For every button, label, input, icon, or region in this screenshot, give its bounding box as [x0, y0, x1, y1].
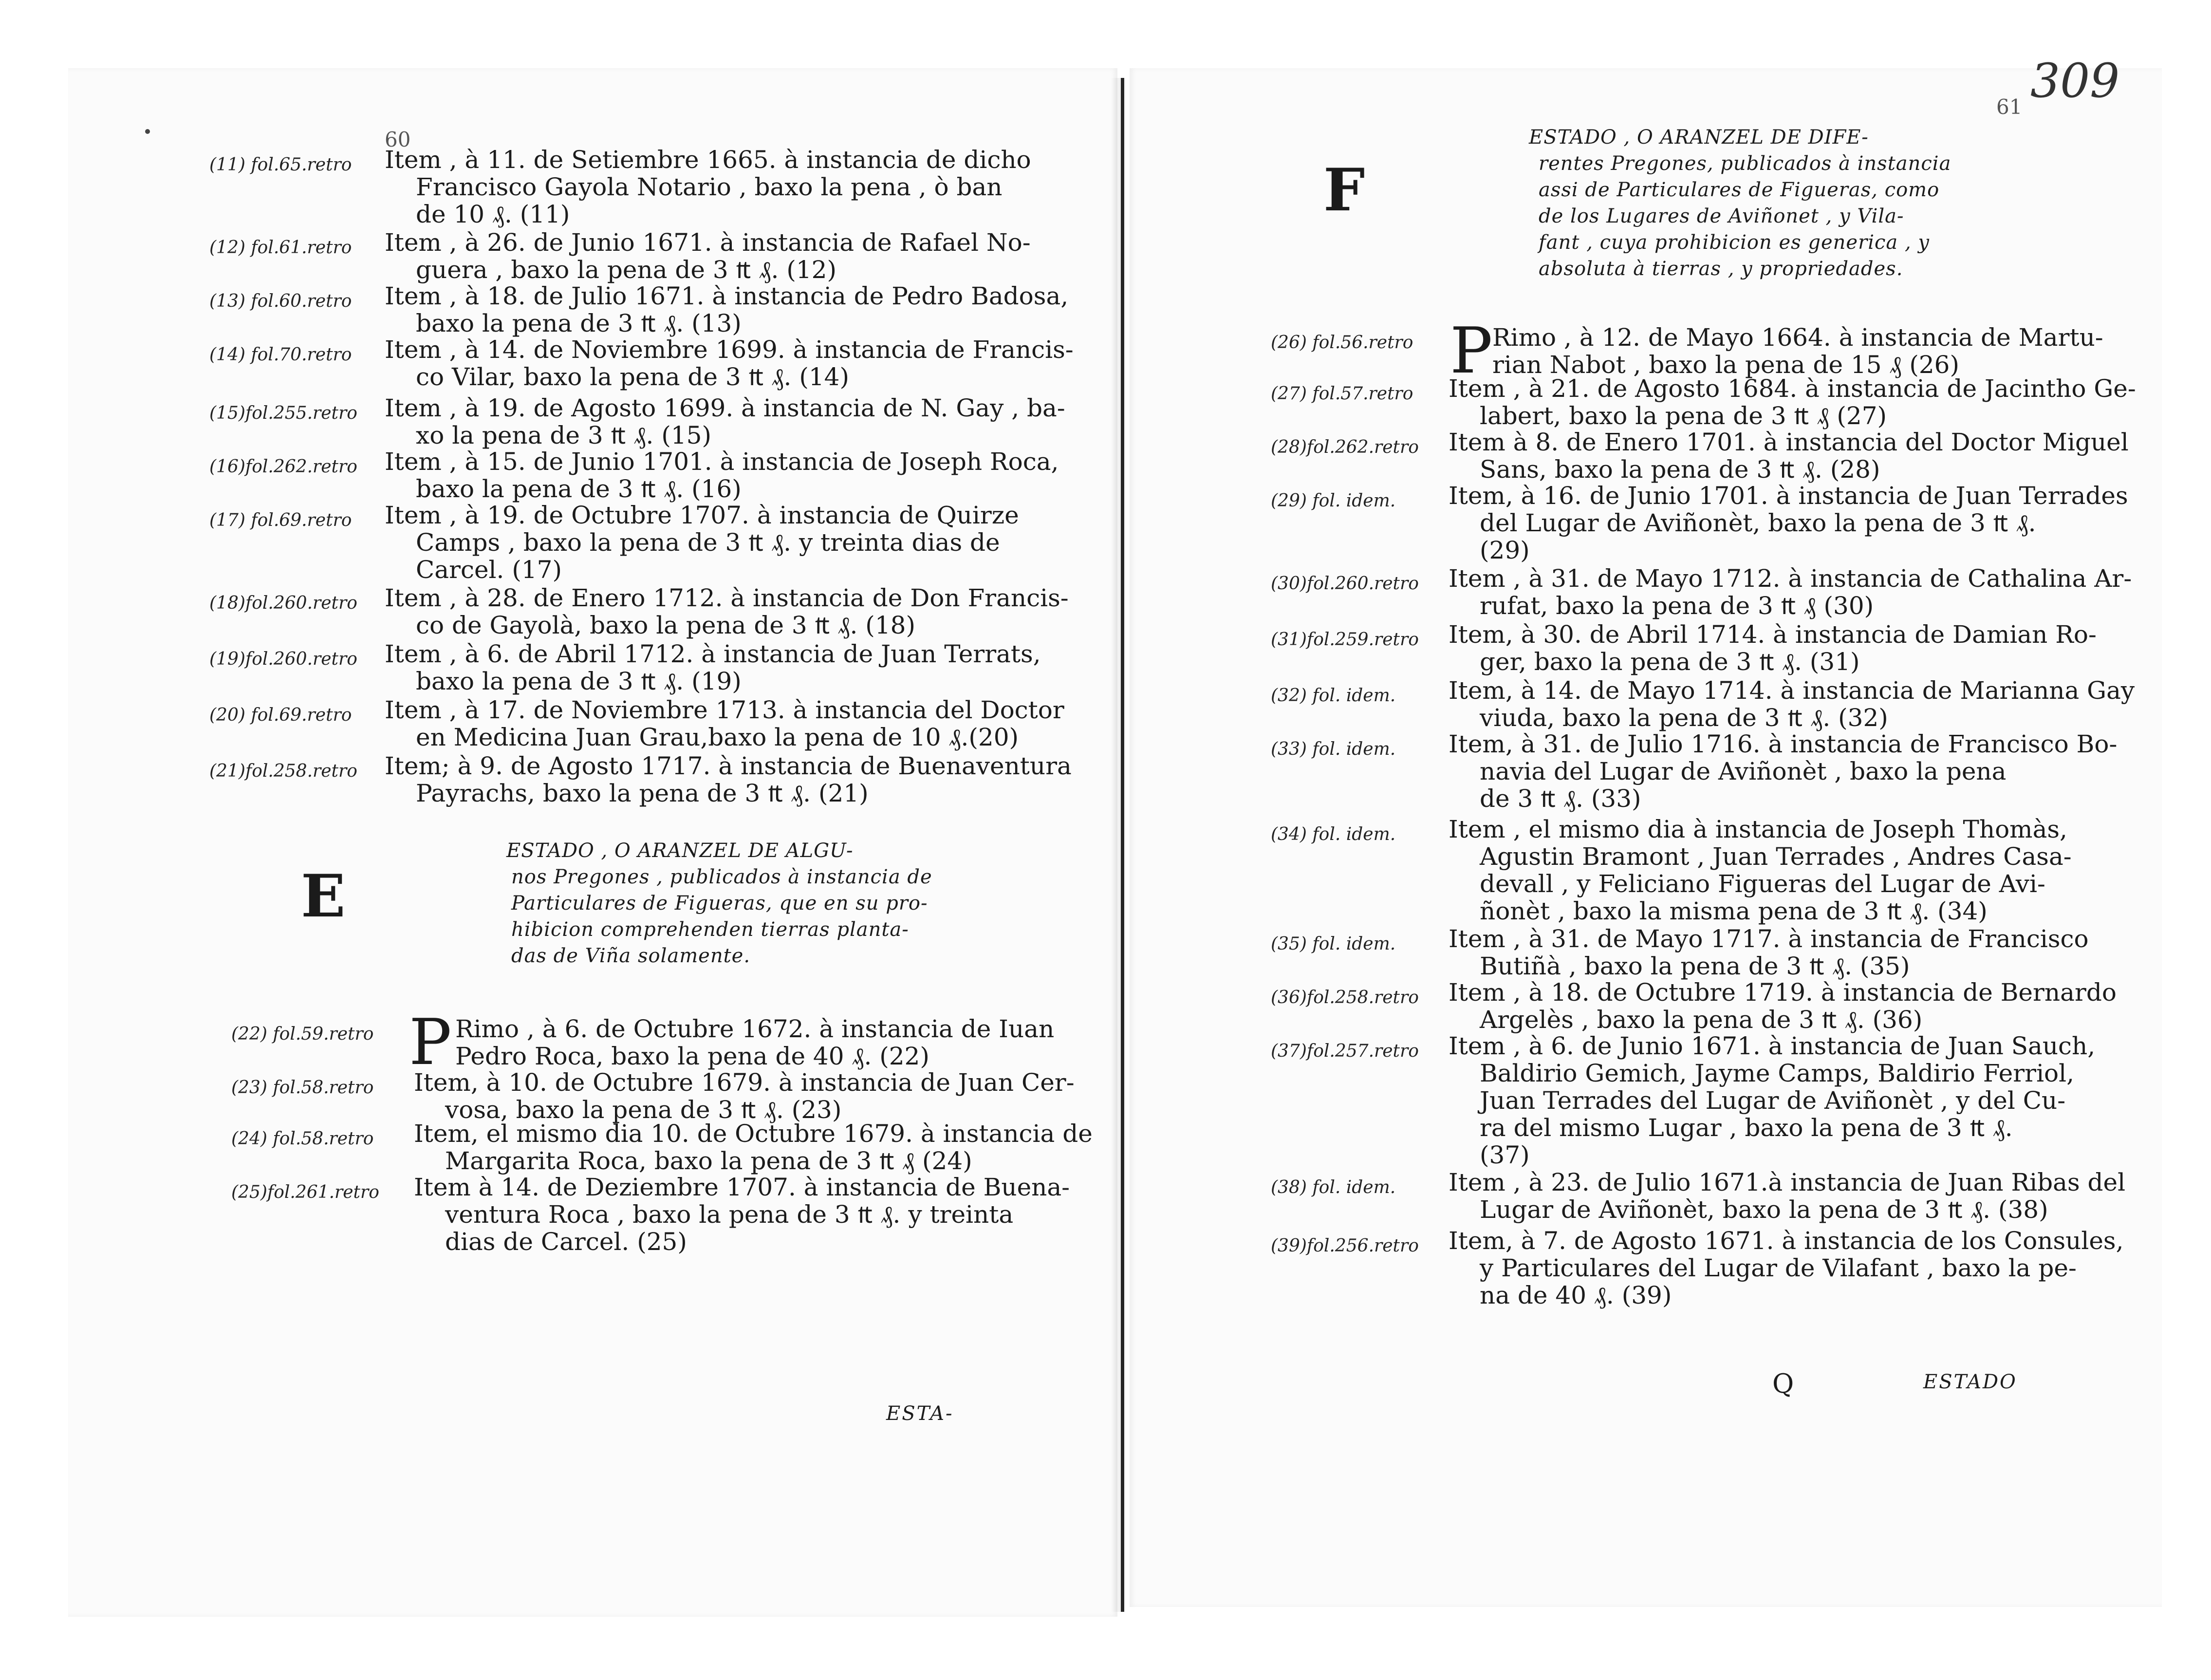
left-catchword: ESTA-: [886, 1402, 954, 1425]
heading-line: fant , cuya prohibicion es generica , y: [1539, 231, 1930, 254]
entry-line: Agustin Bramont , Juan Terrades , Andres Casa-: [1480, 842, 2072, 871]
entry-line: Item à 8. de Enero 1701. à instancia del Doctor Miguel: [1449, 428, 2129, 456]
entry-line: Item; à 9. de Agosto 1717. à instancia de Buenaventura: [385, 752, 1072, 780]
item-entry: [385, 336, 1074, 391]
margin-reference: (26) fol.56.retro: [1271, 333, 1413, 353]
entry-line: Item , à 6. de Junio 1671. à instancia de Juan Sauch,: [1449, 1032, 2096, 1060]
entry-line: Item, à 7. de Agosto 1671. à instancia de los Consules,: [1449, 1227, 2124, 1255]
entry-line: Lugar de Aviñonèt, baxo la pena de 3 ₶ ₰. (38): [1480, 1195, 2048, 1224]
entry-line: Rimo , à 12. de Mayo 1664. à instancia de Martu-: [1492, 323, 2103, 352]
entry-line: (37): [1480, 1141, 1530, 1169]
item-entry: [1449, 730, 2117, 812]
entry-line: Baldirio Gemich, Jayme Camps, Baldirio Ferriol,: [1480, 1059, 2075, 1087]
entry-line: Item , à 21. de Agosto 1684. à instancia de Jacintho Ge-: [1449, 374, 2136, 403]
heading-line: das de Viña solamente.: [511, 945, 751, 967]
margin-reference: (18)fol.260.retro: [209, 593, 357, 613]
margin-reference: (30)fol.260.retro: [1271, 574, 1419, 594]
margin-reference: (36)fol.258.retro: [1271, 988, 1419, 1008]
entry-line: ger, baxo la pena de 3 ₶ ₰. (31): [1480, 648, 1860, 676]
margin-reference: (37)fol.257.retro: [1271, 1041, 1419, 1061]
item-entry: [385, 640, 1041, 695]
margin-reference: (24) fol.58.retro: [231, 1129, 374, 1149]
margin-reference: (11) fol.65.retro: [209, 155, 352, 175]
item-entry: [1449, 482, 2128, 564]
book-gutter: [1121, 78, 1124, 1612]
margin-reference: (28)fol.262.retro: [1271, 437, 1419, 457]
entry-line: Item , à 17. de Noviembre 1713. à instancia del Doctor: [385, 696, 1064, 724]
entry-line: viuda, baxo la pena de 3 ₶ ₰. (32): [1480, 704, 1888, 732]
entry-line: Margarita Roca, baxo la pena de 3 ₶ ₰ (24): [445, 1147, 972, 1175]
entry-line: Item, el mismo dia 10. de Octubre 1679. à instancia de: [414, 1120, 1093, 1148]
margin-reference: (33) fol. idem.: [1271, 739, 1396, 759]
item-entry: [1449, 1032, 2095, 1169]
entry-line: baxo la pena de 3 ₶ ₰. (19): [416, 667, 742, 695]
entry-line: ra del mismo Lugar , baxo la pena de 3 ₶ ₰.: [1480, 1114, 2013, 1142]
item-entry: [1449, 1227, 2123, 1309]
item-entry: [414, 1069, 1075, 1123]
entry-line: Item , à 6. de Abril 1712. à instancia de Juan Terrats,: [385, 640, 1041, 668]
heading-line: ESTADO , O ARANZEL DE ALGU-: [506, 840, 854, 862]
section-e-heading: [506, 838, 932, 969]
margin-reference: (15)fol.255.retro: [209, 403, 357, 423]
entry-line: co Vilar, baxo la pena de 3 ₶ ₰. (14): [416, 363, 849, 391]
margin-reference: (25)fol.261.retro: [231, 1182, 379, 1202]
heading-line: assi de Particulares de Figueras, como: [1539, 179, 1940, 201]
entry-line: labert, baxo la pena de 3 ₶ ₰ (27): [1480, 402, 1887, 430]
item-entry: [385, 502, 1019, 583]
entry-line: Item , à 19. de Agosto 1699. à instancia de N. Gay , ba-: [385, 394, 1065, 422]
entry-line: Argelès , baxo la pena de 3 ₶ ₰. (36): [1480, 1006, 1923, 1034]
margin-reference: (14) fol.70.retro: [209, 345, 352, 365]
item-entry: [1449, 621, 2097, 675]
margin-reference: (38) fol. idem.: [1271, 1177, 1396, 1197]
item-entry: [455, 1015, 1054, 1070]
margin-reference: (27) fol.57.retro: [1271, 384, 1413, 404]
entry-line: Item , à 23. de Julio 1671.à instancia de Juan Ribas del: [1449, 1168, 2126, 1196]
handwritten-folio-number: 309: [2030, 54, 2120, 108]
entry-line: Camps , baxo la pena de 3 ₶ ₰. y treinta dias de: [416, 528, 1000, 557]
section-letter-f: F: [1323, 156, 1365, 224]
gutter-shadow: [1111, 78, 1122, 1612]
entry-line: de 10 ₰. (11): [416, 200, 570, 228]
item-entry: [1449, 1169, 2125, 1223]
item-entry: [385, 394, 1065, 449]
heading-line: absoluta à tierras , y propriedades.: [1539, 258, 1903, 280]
entry-line: Item , el mismo dia à instancia de Joseph Thomàs,: [1449, 815, 2067, 843]
heading-line: Particulares de Figueras, que en su pro-: [511, 892, 928, 915]
entry-line: rufat, baxo la pena de 3 ₶ ₰ (30): [1480, 592, 1874, 620]
entry-line: Item , à 18. de Julio 1671. à instancia de Pedro Badosa,: [385, 282, 1069, 310]
right-page-number: 61: [1996, 95, 2023, 119]
entry-line: Francisco Gayola Notario , baxo la pena , ò ban: [416, 173, 1003, 201]
entry-line: dias de Carcel. (25): [445, 1228, 687, 1256]
signature-mark: Q: [1772, 1368, 1794, 1399]
entry-line: Item , à 26. de Junio 1671. à instancia de Rafael No-: [385, 228, 1031, 257]
heading-line: nos Pregones , publicados à instancia de: [511, 866, 932, 888]
entry-line: de 3 ₶ ₰. (33): [1480, 784, 1641, 813]
margin-reference: (13) fol.60.retro: [209, 291, 352, 311]
item-entry: [385, 752, 1072, 807]
entry-line: Item, à 30. de Abril 1714. à instancia de Damian Ro-: [1449, 620, 2097, 649]
item-entry: [1449, 429, 2129, 483]
item-entry: [1449, 677, 2135, 731]
entry-line: (29): [1480, 536, 1530, 564]
item-entry: [385, 448, 1059, 503]
dropcap-p-right: P: [1450, 314, 1493, 388]
ink-speck: [145, 129, 150, 134]
item-entry: [1449, 979, 2117, 1033]
heading-line: hibicion comprehenden tierras planta-: [511, 918, 909, 941]
item-entry: [385, 282, 1068, 337]
entry-line: y Particulares del Lugar de Vilafant , baxo la pe-: [1480, 1254, 2077, 1282]
margin-reference: (16)fol.262.retro: [209, 457, 357, 477]
item-entry: [1449, 925, 2089, 980]
margin-reference: (34) fol. idem.: [1271, 824, 1396, 844]
entry-line: Juan Terrades del Lugar de Aviñonèt , y del Cu-: [1480, 1086, 2066, 1115]
entry-line: navia del Lugar de Aviñonèt , baxo la pena: [1480, 757, 2007, 785]
entry-line: ventura Roca , baxo la pena de 3 ₶ ₰. y treinta: [445, 1200, 1014, 1229]
entry-line: co de Gayolà, baxo la pena de 3 ₶ ₰. (18): [416, 611, 915, 639]
margin-reference: (35) fol. idem.: [1271, 934, 1396, 954]
item-entry: [1449, 816, 2072, 925]
entry-line: Carcel. (17): [416, 556, 562, 584]
heading-line: rentes Pregones, publicados à instancia: [1539, 152, 1951, 175]
entry-line: Item , à 14. de Noviembre 1699. à instancia de Francis-: [385, 336, 1074, 364]
entry-line: en Medicina Juan Grau,baxo la pena de 10 ₰.(20): [416, 723, 1019, 751]
dropcap-p-left: P: [409, 1005, 452, 1079]
entry-line: Item à 14. de Deziembre 1707. à instancia de Buena-: [414, 1173, 1070, 1201]
entry-line: Item, à 14. de Mayo 1714. à instancia de Marianna Gay: [1449, 676, 2135, 705]
entry-line: guera , baxo la pena de 3 ₶ ₰. (12): [416, 256, 836, 284]
item-entry: [385, 584, 1069, 639]
margin-reference: (17) fol.69.retro: [209, 510, 352, 530]
entry-line: xo la pena de 3 ₶ ₰. (15): [416, 421, 711, 449]
entry-line: Item, à 10. de Octubre 1679. à instancia de Juan Cer-: [414, 1068, 1075, 1097]
entry-line: Item , à 18. de Octubre 1719. à instancia de Bernardo: [1449, 978, 2117, 1007]
margin-reference: (23) fol.58.retro: [231, 1078, 374, 1098]
entry-line: rian Nabot , baxo la pena de 15 ₰ (26): [1492, 351, 1959, 379]
entry-line: Butiñà , baxo la pena de 3 ₶ ₰. (35): [1480, 952, 1910, 980]
margin-reference: (19)fol.260.retro: [209, 649, 357, 669]
heading-line: de los Lugares de Aviñonet , y Vila-: [1539, 205, 1904, 227]
margin-reference: (31)fol.259.retro: [1271, 630, 1419, 650]
entry-line: Item , à 15. de Junio 1701. à instancia de Joseph Roca,: [385, 448, 1059, 476]
entry-line: vosa, baxo la pena de 3 ₶ ₰. (23): [445, 1096, 842, 1124]
item-entry: [414, 1120, 1093, 1175]
entry-line: Item , à 11. de Setiembre 1665. à instancia de dicho: [385, 146, 1031, 174]
margin-reference: (29) fol. idem.: [1271, 491, 1396, 511]
item-entry: [414, 1174, 1070, 1255]
margin-reference: (32) fol. idem.: [1271, 686, 1396, 706]
entry-line: baxo la pena de 3 ₶ ₰. (13): [416, 309, 742, 337]
section-letter-e: E: [301, 862, 346, 931]
entry-line: Item , à 19. de Octubre 1707. à instancia de Quirze: [385, 501, 1019, 529]
entry-line: Rimo , à 6. de Octubre 1672. à instancia de Iuan: [455, 1015, 1055, 1043]
entry-line: Payrachs, baxo la pena de 3 ₶ ₰. (21): [416, 779, 869, 807]
entry-line: devall , y Feliciano Figueras del Lugar de Avi-: [1480, 870, 2045, 898]
item-entry: [385, 696, 1064, 751]
margin-reference: (20) fol.69.retro: [209, 705, 352, 725]
entry-line: Pedro Roca, baxo la pena de 40 ₰. (22): [455, 1042, 929, 1070]
item-entry: [1492, 324, 2103, 378]
item-entry: [385, 229, 1031, 283]
margin-reference: (12) fol.61.retro: [209, 238, 352, 258]
margin-reference: (21)fol.258.retro: [209, 761, 357, 781]
entry-line: Sans, baxo la pena de 3 ₶ ₰. (28): [1480, 455, 1880, 484]
item-entry: [385, 146, 1031, 228]
entry-line: baxo la pena de 3 ₶ ₰. (16): [416, 475, 742, 503]
left-page-number: 60: [385, 128, 411, 151]
item-entry: [1449, 565, 2132, 619]
entry-line: Item , à 31. de Mayo 1712. à instancia de Cathalina Ar-: [1449, 564, 2132, 593]
section-f-heading: [1529, 124, 1951, 282]
item-entry: [1449, 375, 2136, 429]
entry-line: del Lugar de Aviñonèt, baxo la pena de 3 ₶ ₰.: [1480, 509, 2036, 537]
entry-line: Item, à 31. de Julio 1716. à instancia de Francisco Bo-: [1449, 730, 2118, 758]
entry-line: Item , à 28. de Enero 1712. à instancia de Don Francis-: [385, 584, 1069, 612]
entry-line: Item, à 16. de Junio 1701. à instancia de Juan Terrades: [1449, 482, 2128, 510]
margin-reference: (22) fol.59.retro: [231, 1024, 374, 1044]
right-catchword: ESTADO: [1923, 1371, 2017, 1393]
entry-line: na de 40 ₰. (39): [1480, 1281, 1672, 1309]
entry-line: Item , à 31. de Mayo 1717. à instancia de Francisco: [1449, 925, 2089, 953]
heading-line: ESTADO , O ARANZEL DE DIFE-: [1529, 126, 1869, 149]
entry-line: ñonèt , baxo la misma pena de 3 ₶ ₰. (34): [1480, 897, 1988, 925]
margin-reference: (39)fol.256.retro: [1271, 1236, 1419, 1256]
